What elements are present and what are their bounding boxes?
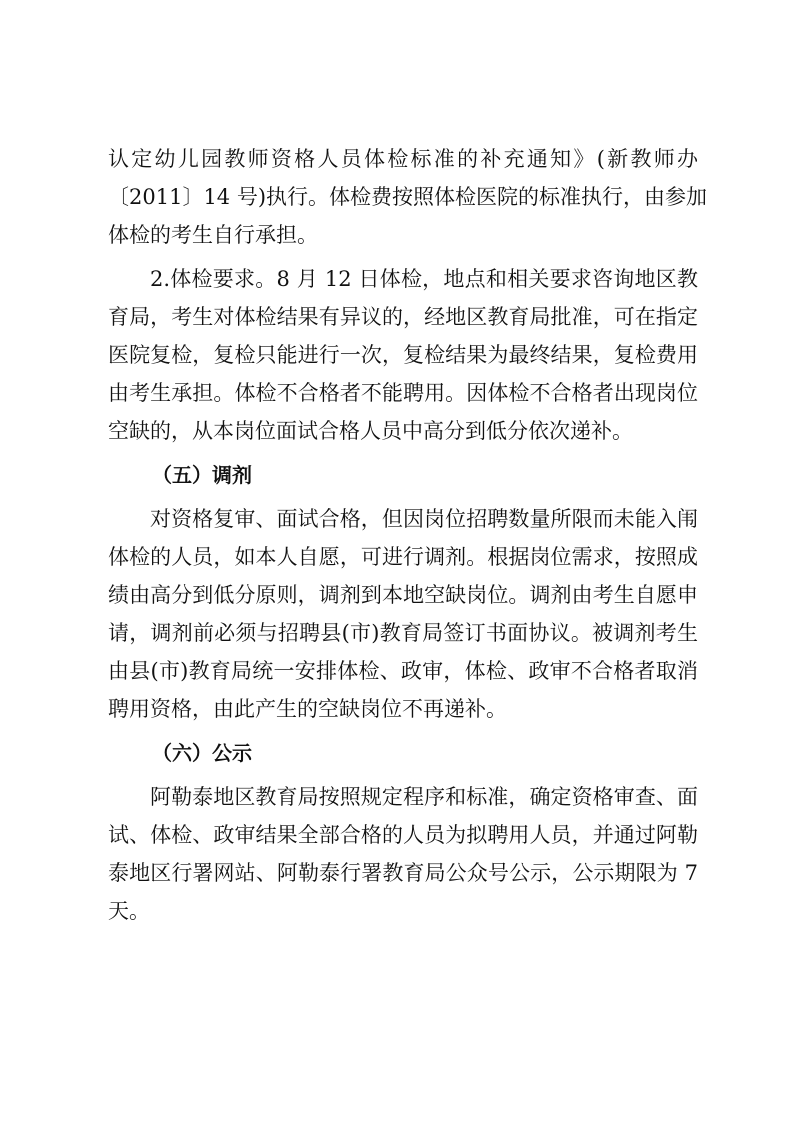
text-line: 育局，考生对体检结果有异议的，经地区教育局批准，可在指定 bbox=[108, 305, 698, 329]
text-line: 阿勒泰地区教育局按照规定程序和标准，确定资格审查、面 bbox=[150, 785, 698, 809]
text-line: 体检的考生自行承担。 bbox=[108, 223, 318, 247]
text-line: 体检的人员，如本人自愿，可进行调剂。根据岗位需求，按照成 bbox=[108, 545, 698, 569]
paragraph-health-check-requirements bbox=[108, 260, 698, 450]
paragraph-adjustment bbox=[108, 500, 698, 728]
text-line: 〔2011〕14 号)执行。体检费按照体检医院的标准执行，由参加 bbox=[108, 185, 708, 209]
text-line: 绩由高分到低分原则，调剂到本地空缺岗位。调剂由考生自愿申 bbox=[108, 583, 698, 607]
text-line: 医院复检，复检只能进行一次，复检结果为最终结果，复检费用 bbox=[108, 343, 698, 367]
text-line: 2.体检要求。8 月 12 日体检，地点和相关要求咨询地区教 bbox=[150, 267, 698, 291]
section-heading-adjustment: （五）调剂 bbox=[152, 463, 252, 487]
text-line: 泰地区行署网站、阿勒泰行署教育局公众号公示，公示期限为 7 bbox=[108, 861, 698, 885]
text-line: 认定幼儿园教师资格人员体检标准的补充通知》(新教师办 bbox=[108, 147, 698, 171]
text-line: 由县(市)教育局统一安排体检、政审，体检、政审不合格者取消 bbox=[108, 659, 698, 683]
document-page bbox=[108, 140, 708, 930]
text-line: 天。 bbox=[108, 899, 150, 923]
text-line: 空缺的，从本岗位面试合格人员中高分到低分依次递补。 bbox=[108, 419, 633, 443]
paragraph-health-check-standard bbox=[108, 140, 708, 254]
text-line: 由考生承担。体检不合格者不能聘用。因体检不合格者出现岗位 bbox=[108, 381, 698, 405]
paragraph-public-notice bbox=[108, 778, 698, 930]
text-line: 聘用资格，由此产生的空缺岗位不再递补。 bbox=[108, 697, 507, 721]
section-heading-public-notice: （六）公示 bbox=[152, 741, 252, 765]
text-line: 试、体检、政审结果全部合格的人员为拟聘用人员，并通过阿勒 bbox=[108, 823, 698, 847]
text-line: 对资格复审、面试合格，但因岗位招聘数量所限而未能入闱 bbox=[150, 507, 698, 531]
text-line: 请，调剂前必须与招聘县(市)教育局签订书面协议。被调剂考生 bbox=[108, 621, 698, 645]
